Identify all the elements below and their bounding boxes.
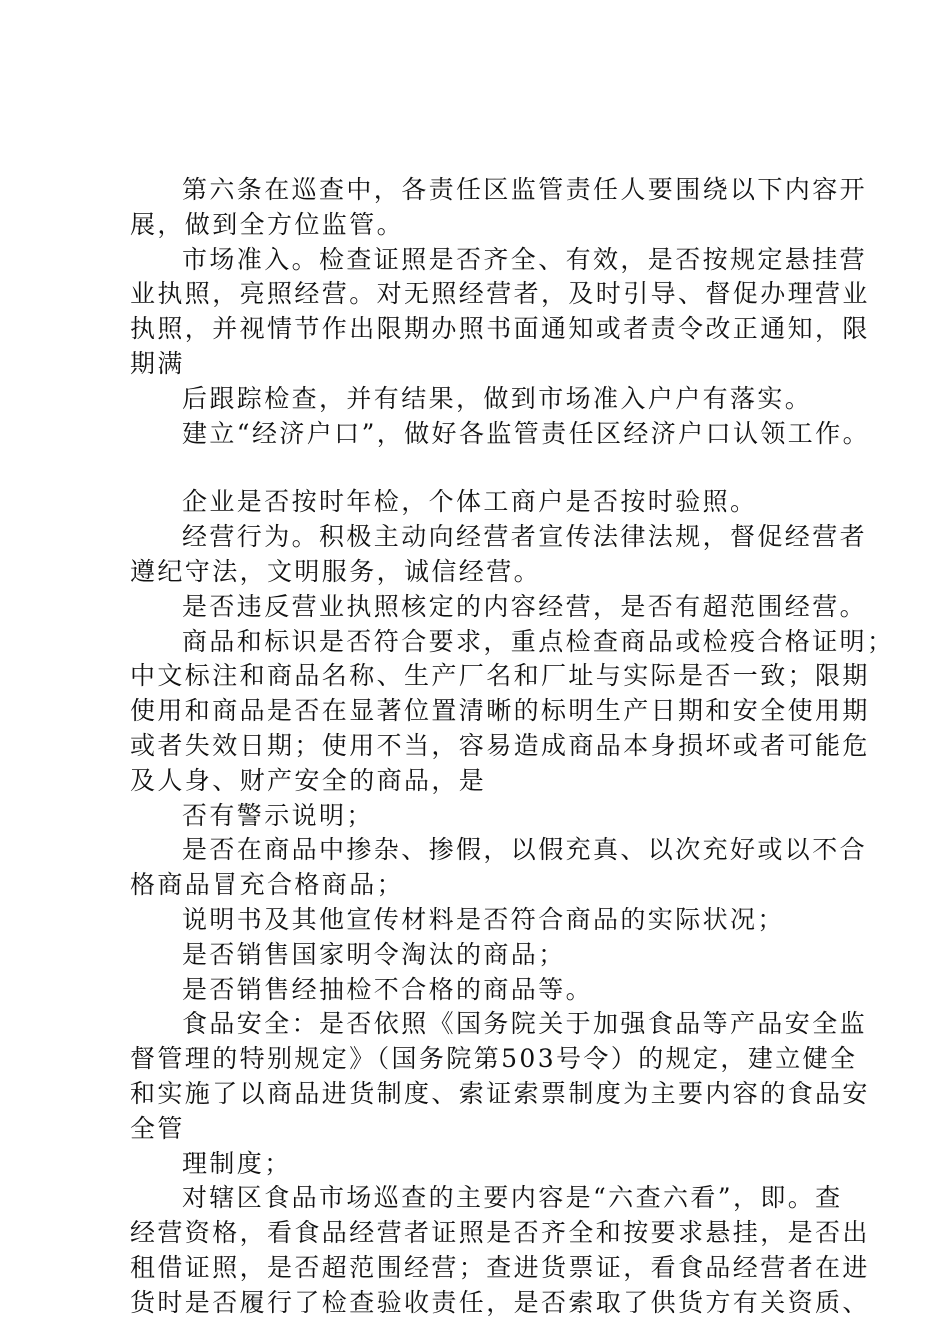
paragraph-line: 建立“经济户口”，做好各监管责任区经济户口认领工作。 bbox=[182, 418, 870, 448]
paragraph-line: 经营行为。积极主动向经营者宣传法律法规，督促经营者 bbox=[182, 522, 868, 552]
paragraph-line: 督管理的特别规定》（国务院第503号令）的规定，建立健全 bbox=[130, 1044, 858, 1074]
paragraph-line: 遵纪守法，文明服务，诚信经营。 bbox=[130, 556, 542, 586]
paragraph-line: 货时是否履行了检查验收责任，是否索取了供货方有关资质、 bbox=[130, 1287, 870, 1317]
paragraph-line: 第六条在巡查中，各责任区监管责任人要围绕以下内容开 bbox=[182, 175, 868, 204]
paragraph-line: 租借证照，是否超范围经营；查进货票证，看食品经营者在进 bbox=[130, 1252, 870, 1282]
paragraph-line: 或者失效日期；使用不当，容易造成商品本身损坏或者可能危 bbox=[130, 730, 870, 760]
paragraph-line: 格商品冒充合格商品； bbox=[130, 870, 405, 900]
paragraph-line: 是否违反营业执照核定的内容经营，是否有超范围经营。 bbox=[182, 591, 868, 621]
document-body bbox=[130, 173, 895, 1321]
paragraph-line: 展，做到全方位监管。 bbox=[130, 209, 405, 239]
paragraph-line: 全管 bbox=[130, 1113, 185, 1143]
paragraph-line: 企业是否按时年检，个体工商户是否按时验照。 bbox=[182, 487, 758, 517]
paragraph-line: 后跟踪检查，并有结果，做到市场准入户户有落实。 bbox=[182, 383, 813, 413]
paragraph-line: 业执照，亮照经营。对无照经营者，及时引导、督促办理营业 bbox=[130, 279, 870, 309]
paragraph-line: 期满 bbox=[130, 348, 185, 378]
paragraph-line: 经营资格，看食品经营者证照是否齐全和按要求悬挂，是否出 bbox=[130, 1218, 870, 1248]
paragraph-line: 中文标注和商品名称、生产厂名和厂址与实际是否一致；限期 bbox=[130, 661, 870, 691]
paragraph-line: 对辖区食品市场巡查的主要内容是“六查六看”，即。查 bbox=[182, 1183, 843, 1213]
paragraph-line: 和实施了以商品进货制度、索证索票制度为主要内容的食品安 bbox=[130, 1078, 870, 1108]
paragraph-line: 是否销售国家明令淘汰的商品； bbox=[182, 939, 566, 969]
paragraph-line: 市场准入。检查证照是否齐全、有效，是否按规定悬挂营 bbox=[182, 244, 868, 274]
paragraph-line: 理制度； bbox=[182, 1148, 292, 1178]
paragraph-line: 商品和标识是否符合要求，重点检查商品或检疫合格证明； bbox=[182, 626, 895, 656]
paragraph-line: 食品安全：是否依照《国务院关于加强食品等产品安全监 bbox=[182, 1009, 868, 1039]
paragraph-line: 及人身、财产安全的商品，是 bbox=[130, 765, 487, 795]
paragraph-line: 执照，并视情节作出限期办照书面通知或者责令改正通知，限 bbox=[130, 314, 870, 344]
paragraph-line: 否有警示说明； bbox=[182, 800, 374, 830]
paragraph-line: 是否在商品中掺杂、掺假，以假充真、以次充好或以不合 bbox=[182, 835, 868, 865]
paragraph-line: 是否销售经抽检不合格的商品等。 bbox=[182, 974, 594, 1004]
paragraph-line: 使用和商品是否在显著位置清晰的标明生产日期和安全使用期 bbox=[130, 696, 870, 726]
paragraph-line: 说明书及其他宣传材料是否符合商品的实际状况； bbox=[182, 904, 785, 934]
